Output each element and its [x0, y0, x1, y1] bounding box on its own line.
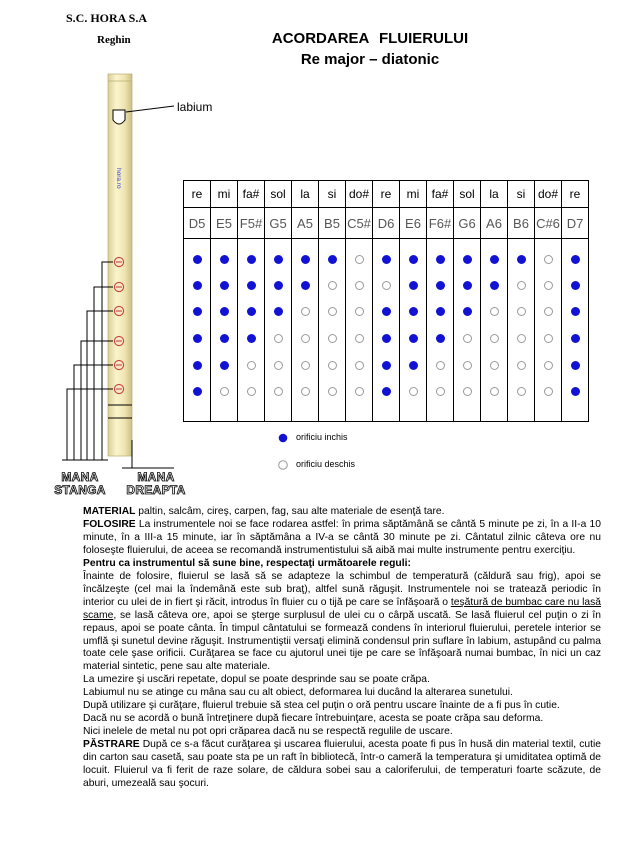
fingering-chart [183, 180, 589, 422]
instructions-text [83, 506, 601, 791]
hole-cell [535, 325, 562, 353]
hole-cell [346, 353, 373, 379]
bottom-cell [562, 405, 589, 422]
left-hand-label: MANA STANGA [54, 470, 106, 497]
note-code: E6 [400, 208, 427, 239]
labium-label: labium [177, 100, 213, 114]
open-hole-dot [517, 361, 526, 370]
note-code: C#6 [535, 208, 562, 239]
hole-cell [481, 299, 508, 325]
open-hole-dot [409, 387, 418, 396]
hole-cell [292, 299, 319, 325]
open-hole-dot [301, 334, 310, 343]
open-hole-dot [463, 361, 472, 370]
hole-cell [481, 247, 508, 273]
flute-brand-text: hora.ro [115, 168, 122, 189]
bottom-cell [508, 405, 535, 422]
open-hole-dot [355, 307, 364, 316]
note-name: la [292, 181, 319, 208]
open-hole-dot [544, 387, 553, 396]
open-hole-dot [544, 255, 553, 264]
hole-row [184, 247, 589, 273]
bottom-cell [184, 405, 211, 422]
bottom-cell [481, 405, 508, 422]
legend-open-label: orificiu deschis [296, 459, 356, 469]
note-code: G6 [454, 208, 481, 239]
bottom-cell [427, 405, 454, 422]
note-code-row [184, 208, 589, 239]
hole-cell [427, 353, 454, 379]
open-hole-dot [544, 361, 553, 370]
note-code: D6 [373, 208, 400, 239]
spacer-cell [211, 239, 238, 248]
hole-cell [481, 379, 508, 405]
usage-heading: FOLOSIRE [83, 518, 136, 530]
bottom-cell [211, 405, 238, 422]
hole-cell [562, 353, 589, 379]
open-hole-dot [355, 387, 364, 396]
hole-cell [238, 247, 265, 273]
bottom-cell [265, 405, 292, 422]
closed-hole-dot [193, 281, 202, 290]
hole-cell [508, 247, 535, 273]
hole-cell [265, 379, 292, 405]
hole-cell [454, 299, 481, 325]
spacer-cell [292, 239, 319, 248]
hole-cell [292, 273, 319, 299]
rule-line: Dacă nu se acordă o bună întreţinere după fiecare întrebuinţare, acesta se poate crăpa sau deforma. [83, 713, 544, 725]
closed-hole-dot [571, 334, 580, 343]
closed-hole-dot [247, 255, 256, 264]
labium-pointer [126, 106, 174, 112]
closed-hole-dot [382, 307, 391, 316]
hole-cell [292, 353, 319, 379]
right-hand-label: MANA DREAPTA [126, 470, 186, 497]
spacer-cell [184, 239, 211, 248]
open-hole-dot [382, 281, 391, 290]
hole-row [184, 273, 589, 299]
open-hole-dot [490, 334, 499, 343]
closed-hole-dot [274, 281, 283, 290]
note-name: sol [454, 181, 481, 208]
hole-cell [373, 247, 400, 273]
hole-cell [211, 299, 238, 325]
closed-hole-dot [220, 334, 229, 343]
open-hole-dot [517, 334, 526, 343]
material-heading: MATERIAL [83, 506, 136, 517]
bottom-cell [238, 405, 265, 422]
usage-paragraph: FOLOSIRE La instrumentele noi se face rodarea astfel: în prima săptămână se cântă 5 minute pe zi, în a II-a 10 minute, în a III-a 15 minute, iar în săptămâna a IV-a se cântă 30 minute pe zi. Cântatul zilnic câteva ore nu foloseşte fluierului, de aceea se recomandă instrumentistului să aibă mai multe instrumente pentru exerciţiu. [83, 518, 601, 556]
closed-hole-dot [274, 255, 283, 264]
closed-hole-dot [409, 334, 418, 343]
note-name: si [508, 181, 535, 208]
closed-hole-dot [571, 307, 580, 316]
open-hole-dot [517, 387, 526, 396]
open-hole-dot [274, 334, 283, 343]
hole-cell [265, 273, 292, 299]
hole-row [184, 325, 589, 353]
note-code: B5 [319, 208, 346, 239]
spacer-cell [535, 239, 562, 248]
note-name: fa# [427, 181, 454, 208]
note-name: sol [265, 181, 292, 208]
open-hole-dot [490, 307, 499, 316]
closed-hole-dot [382, 387, 391, 396]
hole-cell [238, 379, 265, 405]
closed-hole-dot [517, 255, 526, 264]
legend-symbols [277, 431, 291, 471]
hole-cell [184, 325, 211, 353]
hole-cell [400, 273, 427, 299]
closed-hole-dot [571, 281, 580, 290]
note-code: B6 [508, 208, 535, 239]
hole-cell [562, 273, 589, 299]
hole-cell [346, 273, 373, 299]
open-hole-dot [517, 307, 526, 316]
hole-cell [400, 299, 427, 325]
hole-cell [535, 379, 562, 405]
hole-cell [535, 273, 562, 299]
closed-hole-dot [463, 281, 472, 290]
hole-cell [427, 299, 454, 325]
open-hole-dot [220, 387, 229, 396]
hole-cell [562, 299, 589, 325]
hole-cell [265, 353, 292, 379]
open-hole-dot [301, 361, 310, 370]
hole-cell [373, 353, 400, 379]
rule-line: Labiumul nu se atinge cu mâna sau cu alt obiect, deformarea lui ducând la alterarea sunetului. [83, 687, 513, 699]
bottom-cell [454, 405, 481, 422]
open-hole-dot [436, 361, 445, 370]
hole-cell [319, 273, 346, 299]
note-code: D5 [184, 208, 211, 239]
closed-hole-dot [409, 307, 418, 316]
closed-hole-dot [220, 361, 229, 370]
material-paragraph: MATERIAL paltin, salcâm, cireş, carpen, fag, sau alte materiale de esenţă tare. [83, 506, 445, 517]
closed-hole-dot [463, 255, 472, 264]
care-paragraph: Înainte de folosire, fluierul se lasă să se adapteze la schimbul de temperatură (căldură sau frig), apoi se încălzeşte (cel mai la îndemână este sub braţ), altfel sună răguşit. Instrumentele noi se tratează periodic în interior cu ulei de in fiert şi răcit, introdus în fluier cu o tijă pe care se înfăşoară o teşătură de bumbac care nu lasă scame, se lasă câteva ore, apoi se şterge surplusul de ulei cu o cârpă uscată. Se lasă fluierul cel puţin o zi în repaus, apoi se poate cânta. În timpul cântatului se formează condens în interiorul fluierului, peretele interior se umflă şi sunetul devine răguşit. Instrumentiştii versaţi elimină condensul prin suflare în labium, astupând cu palma toate cele şase orificii. Curăţarea se face cu ajutorul unei tije pe care se înfăşoară numai bumbac, în nici un caz material sintetic, pene sau alte materiale. [83, 570, 601, 673]
hole-cell [481, 353, 508, 379]
hole-cell [292, 247, 319, 273]
open-hole-dot [355, 334, 364, 343]
open-hole-dot [544, 281, 553, 290]
spacer-row [184, 239, 589, 248]
closed-hole-dot [193, 307, 202, 316]
closed-hole-dot [220, 255, 229, 264]
note-name: re [373, 181, 400, 208]
closed-hole-dot [409, 255, 418, 264]
hole-cell [454, 353, 481, 379]
hole-cell [292, 325, 319, 353]
hole-cell [454, 247, 481, 273]
legend-closed-dot [279, 434, 288, 443]
hole-cell [373, 379, 400, 405]
closed-hole-dot [490, 281, 499, 290]
underlined-fabric-note: teşătură de bumbac care nu lasă scame [83, 596, 601, 621]
note-code: F5# [238, 208, 265, 239]
storage-paragraph: PĂSTRARE După ce s-a făcut curăţarea şi uscarea fluierului, acesta poate fi pus în husă din material textil, cutie din carton sau casetă, sau poate sta pe un raft în bibliotecă, într-o cameră la temperatura şi umiditatea optimă de locuit. Fluierul va fi ferit de raze solare, de căldura sobei sau a caloriferului, de temperaturi foarte scăzute, de aburi, umezeală sau şocuri. [83, 739, 601, 790]
hole-cell [508, 379, 535, 405]
spacer-cell [481, 239, 508, 248]
bottom-cell [373, 405, 400, 422]
hole-cell [346, 325, 373, 353]
closed-hole-dot [409, 281, 418, 290]
hole-cell [184, 353, 211, 379]
closed-hole-dot [247, 281, 256, 290]
note-name: mi [400, 181, 427, 208]
closed-hole-dot [436, 255, 445, 264]
rule-line: La umezire şi uscări repetate, dopul se poate desprinde sau se poate crăpa. [83, 674, 430, 686]
hole-cell [319, 379, 346, 405]
closed-hole-dot [571, 255, 580, 264]
note-code: C5# [346, 208, 373, 239]
hole-cell [562, 379, 589, 405]
company-name: S.C. HORA S.A [66, 11, 148, 25]
note-name: mi [211, 181, 238, 208]
closed-hole-dot [409, 361, 418, 370]
hole-cell [319, 325, 346, 353]
rule-line: Nici inelele de metal nu pot opri crăparea dacă nu se respectă regulile de uscare. [83, 726, 453, 738]
open-hole-dot [355, 255, 364, 264]
note-name-row [184, 181, 589, 208]
hole-cell [238, 353, 265, 379]
closed-hole-dot [382, 361, 391, 370]
spacer-cell [400, 239, 427, 248]
open-hole-dot [463, 387, 472, 396]
hole-cell [373, 325, 400, 353]
closed-hole-dot [490, 255, 499, 264]
hole-cell [427, 325, 454, 353]
rules-heading: Pentru ca instrumentul să sune bine, respectaţi următoarele reguli: [83, 557, 411, 569]
closed-hole-dot [436, 281, 445, 290]
open-hole-dot [247, 361, 256, 370]
hole-cell [292, 379, 319, 405]
hole-row [184, 353, 589, 379]
closed-hole-dot [247, 307, 256, 316]
hole-cell [265, 325, 292, 353]
closed-hole-dot [274, 307, 283, 316]
hole-cell [508, 353, 535, 379]
hole-cell [211, 379, 238, 405]
hole-cell [508, 299, 535, 325]
hole-row [184, 379, 589, 405]
hole-cell [346, 379, 373, 405]
hole-cell [346, 299, 373, 325]
hole-cell [211, 247, 238, 273]
hole-cell [454, 325, 481, 353]
hole-cell [562, 247, 589, 273]
hole-cell [319, 247, 346, 273]
hole-cell [184, 299, 211, 325]
open-hole-dot [328, 281, 337, 290]
spacer-cell [265, 239, 292, 248]
hole-cell [400, 379, 427, 405]
note-name: do# [346, 181, 373, 208]
spacer-cell [319, 239, 346, 248]
hole-cell [238, 299, 265, 325]
spacer-cell [508, 239, 535, 248]
hole-cell [211, 325, 238, 353]
hole-cell [508, 273, 535, 299]
closed-hole-dot [328, 255, 337, 264]
closed-hole-dot [436, 334, 445, 343]
spacer-cell [562, 239, 589, 248]
hole-cell [427, 379, 454, 405]
company-city: Reghin [97, 34, 131, 46]
hole-cell [400, 325, 427, 353]
closed-hole-dot [193, 334, 202, 343]
note-name: do# [535, 181, 562, 208]
closed-hole-dot [301, 281, 310, 290]
open-hole-dot [328, 361, 337, 370]
hole-cell [481, 273, 508, 299]
note-name: fa# [238, 181, 265, 208]
bottom-cell [535, 405, 562, 422]
open-hole-dot [328, 307, 337, 316]
hole-cell [184, 247, 211, 273]
note-code: E5 [211, 208, 238, 239]
bottom-cell [400, 405, 427, 422]
closed-hole-dot [463, 307, 472, 316]
spacer-cell [346, 239, 373, 248]
closed-hole-dot [193, 361, 202, 370]
hole-cell [508, 325, 535, 353]
open-hole-dot [274, 361, 283, 370]
open-hole-dot [301, 307, 310, 316]
hole-cell [319, 353, 346, 379]
hole-cell [238, 325, 265, 353]
closed-hole-dot [571, 361, 580, 370]
hole-cell [454, 379, 481, 405]
open-hole-dot [328, 387, 337, 396]
spacer-cell [373, 239, 400, 248]
closed-hole-dot [571, 387, 580, 396]
legend-open-dot [279, 461, 288, 470]
hole-cell [454, 273, 481, 299]
rule-line: După utilizare şi curăţare, fluierul trebuie să stea cel puţin o oră pentru uscare înainte de a fi pus în cutie. [83, 700, 560, 712]
spacer-cell [238, 239, 265, 248]
note-code: F6# [427, 208, 454, 239]
hole-cell [211, 273, 238, 299]
open-hole-dot [436, 387, 445, 396]
spacer-cell [454, 239, 481, 248]
hole-cell [265, 247, 292, 273]
bottom-row [184, 405, 589, 422]
hole-cell [427, 273, 454, 299]
hole-cell [400, 247, 427, 273]
hole-cell [238, 273, 265, 299]
open-hole-dot [355, 281, 364, 290]
closed-hole-dot [247, 334, 256, 343]
bottom-cell [319, 405, 346, 422]
note-name: re [562, 181, 589, 208]
hole-cell [373, 299, 400, 325]
hole-row [184, 299, 589, 325]
closed-hole-dot [220, 281, 229, 290]
closed-hole-dot [193, 387, 202, 396]
note-name: si [319, 181, 346, 208]
labium-window [113, 110, 125, 124]
closed-hole-dot [301, 255, 310, 264]
closed-hole-dot [220, 307, 229, 316]
hole-cell [373, 273, 400, 299]
open-hole-dot [490, 361, 499, 370]
open-hole-dot [490, 387, 499, 396]
legend-closed-label: orificiu inchis [296, 432, 348, 442]
hole-cell [346, 247, 373, 273]
hole-cell [184, 379, 211, 405]
note-name: la [481, 181, 508, 208]
note-code: G5 [265, 208, 292, 239]
open-hole-dot [544, 334, 553, 343]
open-hole-dot [463, 334, 472, 343]
open-hole-dot [274, 387, 283, 396]
spacer-cell [427, 239, 454, 248]
bottom-cell [292, 405, 319, 422]
hole-cell [562, 325, 589, 353]
note-code: A5 [292, 208, 319, 239]
bottom-cell [346, 405, 373, 422]
closed-hole-dot [193, 255, 202, 264]
note-name: re [184, 181, 211, 208]
hole-cell [211, 353, 238, 379]
open-hole-dot [355, 361, 364, 370]
closed-hole-dot [382, 255, 391, 264]
hole-cell [400, 353, 427, 379]
open-hole-dot [517, 281, 526, 290]
hole-cell [265, 299, 292, 325]
hole-cell [427, 247, 454, 273]
open-hole-dot [247, 387, 256, 396]
closed-hole-dot [436, 307, 445, 316]
open-hole-dot [544, 307, 553, 316]
hole-cell [184, 273, 211, 299]
hole-cell [535, 299, 562, 325]
hole-cell [481, 325, 508, 353]
page-subtitle: Re major – diatonic [300, 51, 440, 68]
hole-cell [535, 247, 562, 273]
hole-cell [535, 353, 562, 379]
note-code: D7 [562, 208, 589, 239]
page-title: ACORDAREA FLUIERULUI [271, 30, 469, 47]
hole-cell [319, 299, 346, 325]
open-hole-dot [301, 387, 310, 396]
closed-hole-dot [382, 334, 391, 343]
storage-heading: PĂSTRARE [83, 739, 140, 751]
note-code: A6 [481, 208, 508, 239]
open-hole-dot [328, 334, 337, 343]
